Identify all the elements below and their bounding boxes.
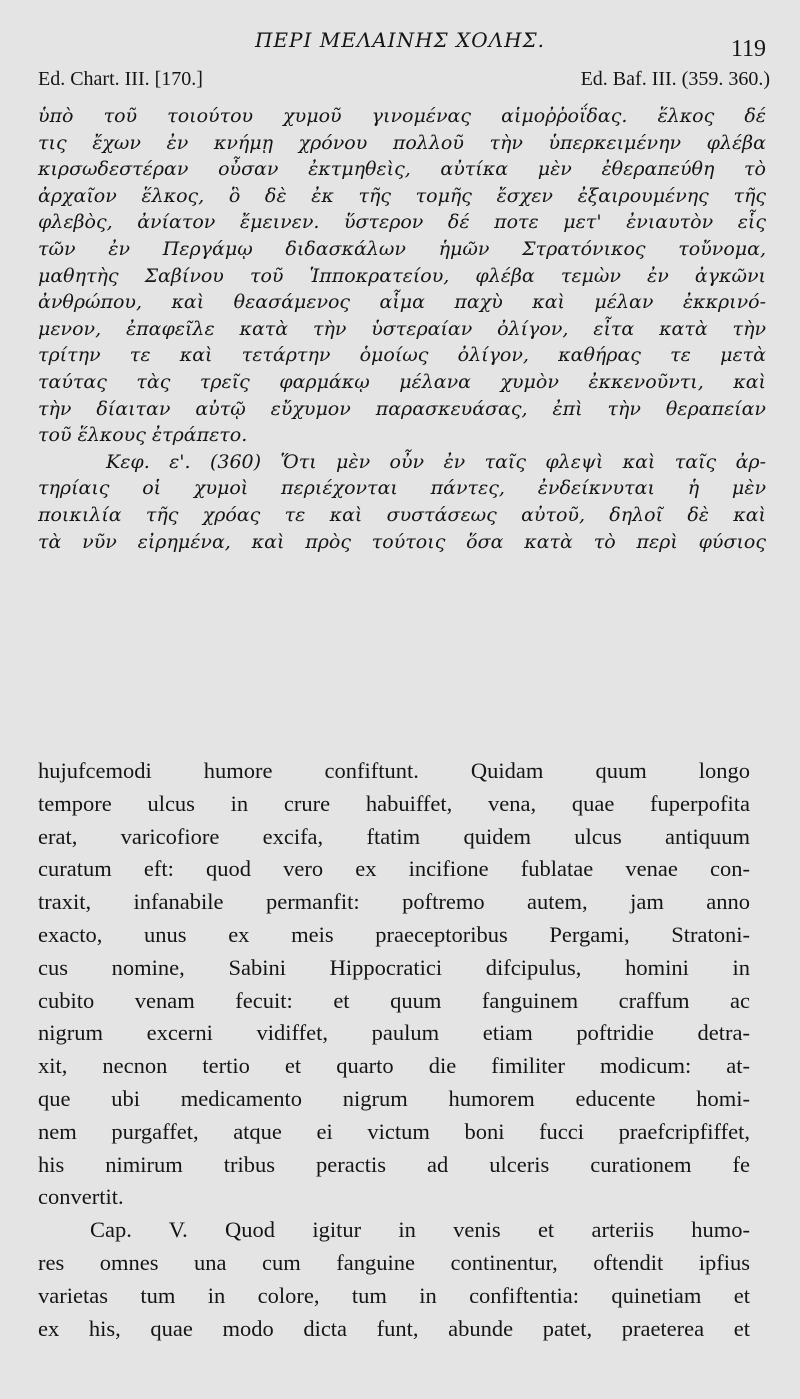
latin-chapter-heading-line: Cap. V. Quod igitur in venis et arteriis humo- (90, 1217, 750, 1243)
latin-line: his nimirum tribus peractis ad ulceris curationem fe (38, 1151, 750, 1177)
greek-line: τοῦ ἕλκους ἐτράπετο. (38, 424, 248, 447)
latin-line: curatum eft: quod vero ex incifione fublatae venae con- (38, 856, 750, 882)
greek-line: τὰ νῦν εἰρημένα, καὶ πρὸς τούτοις ὅσα κατὰ τὸ περὶ φύσιος (38, 530, 766, 553)
greek-line: τηρίαις οἱ χυμοὶ περιέχονται πάντες, ἐνδείκνυται ἡ μὲν (38, 477, 766, 500)
greek-line: τὴν δίαιταν αὐτῷ εὔχυμον παρασκευάσας, ἐπὶ τὴν θεραπείαν (38, 397, 766, 420)
greek-line: τις ἔχων ἐν κνήμῃ χρόνου πολλοῦ τὴν ὑπερκειμένην φλέβα (38, 131, 766, 154)
latin-line: hujufcemodi humore confiftunt. Quidam quum longo (38, 758, 750, 783)
greek-line: μαθητὴς Σαβίνου τοῦ Ἱπποκρατείου, φλέβα τεμὼν ἐν ἀγκῶνι (38, 264, 766, 287)
greek-line: φλεβὸς, ἀνίατον ἔμεινεν. ὕστερον δέ ποτε μετ' ἐνιαυτὸν εἷς (38, 211, 766, 234)
latin-line: erat, varicofiore excifa, ftatim quidem ulcus antiquum (38, 823, 750, 849)
latin-text-block (38, 755, 750, 1345)
latin-line: traxit, infanabile permanfit: poftremo autem, jam anno (38, 889, 750, 915)
greek-line: κιρσωδεστέραν οὖσαν ἐκτμηθεὶς, αὐτίκα μὲν ἐθεραπεύθη τὸ (38, 158, 766, 181)
greek-line: ταύτας τὰς τρεῖς φαρμάκῳ μέλανα χυμὸν ἐκκενοῦντι, καὶ (38, 370, 766, 393)
running-title: ΠΕΡΙ ΜΕΛΑΙΝΗΣ ΧΟΛΗΣ. (254, 28, 546, 52)
latin-line: cus nomine, Sabini Hippocratici difcipulus, homini in (38, 954, 750, 980)
latin-line: nigrum excerni vidiffet, paulum etiam poftridie detra- (38, 1020, 750, 1046)
latin-line: exacto, unus ex meis praeceptoribus Pergami, Stratoni- (38, 921, 750, 947)
greek-line: ὑπὸ τοῦ τοιούτου χυμοῦ γινομένας αἱμοῤῥοΐδας. ἕλκος δέ (38, 105, 766, 127)
edition-reference-chartier: Ed. Chart. III. [170.] (38, 68, 203, 90)
latin-line: varietas tum in colore, tum in confiftentia: quinetiam et (38, 1282, 750, 1308)
greek-line: ἀνθρώπου, καὶ θεασάμενος αἷμα παχὺ καὶ μέλαν ἐκκρινό- (38, 291, 766, 314)
greek-line: τρίτην τε καὶ τετάρτην ὁμοίως ὀλίγον, καθήρας τε μετὰ (38, 344, 766, 367)
greek-line: τῶν ἐν Περγάμῳ διδασκάλων ἡμῶν Στρατόνικος τοὔνομα, (38, 237, 766, 260)
latin-line: tempore ulcus in crure habuiffet, vena, quae fuperpofita (38, 790, 750, 816)
latin-line: que ubi medicamento nigrum humorem educente homi- (38, 1085, 750, 1111)
latin-line: res omnes una cum fanguine continentur, oftendit ipfius (38, 1249, 750, 1275)
page-number: 119 (730, 36, 766, 62)
edition-reference-line (38, 68, 770, 91)
latin-line: cubito venam fecuit: et quum fanguinem craffum ac (38, 987, 750, 1013)
greek-chapter-heading-line: Κεφ. ε'. (360) Ὅτι μὲν οὖν ἐν ταῖς φλεψὶ καὶ ταῖς ἀρ- (106, 450, 766, 473)
latin-line: convertit. (38, 1184, 124, 1210)
greek-line: μενον, ἐπαφεῖλε κατὰ τὴν ὑστεραίαν ὀλίγον, εἶτα κατὰ τὴν (38, 317, 766, 340)
greek-text-block (38, 103, 766, 555)
latin-line: nem purgaffet, atque ei victum boni fucci praefcripfiffet, (38, 1118, 750, 1144)
greek-line: ἀρχαῖον ἕλκος, ὃ δὲ ἐκ τῆς τομῆς ἔσχεν ἐξαιρουμένης τῆς (38, 184, 766, 207)
latin-line: xit, necnon tertio et quarto die fimiliter modicum: at- (38, 1053, 750, 1079)
edition-reference-basel: Ed. Baf. III. (359. 360.) (580, 68, 770, 90)
greek-line: ποικιλία τῆς χρόας τε καὶ συστάσεως αὐτοῦ, δηλοῖ δὲ καὶ (38, 503, 766, 526)
latin-line: ex his, quae modo dicta funt, abunde patet, praeterea et (38, 1315, 750, 1341)
